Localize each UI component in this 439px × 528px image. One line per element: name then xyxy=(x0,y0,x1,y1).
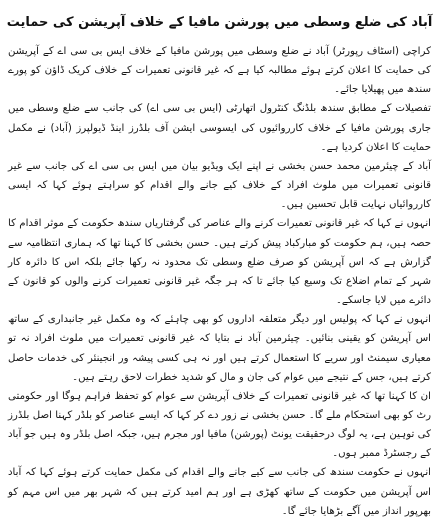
article-paragraph: انہوں نے کہا کہ غیر قانونی تعمیرات کرنے والے عناصر کی گرفتاریاں سندھ حکومت کے موثر اقدام کا حصہ ہیں، ہم حکومت کو مبارکباد پیش کرتے ہیں۔ حسن بخشی کا کہنا تھا کہ ہماری انتظامیہ سے گزارش ہے کہ اس آپریشن کو صرف ضلع وسطی تک محدود نہ رکھا جائے بلکہ اس کا دائرہ کار شہر کے تمام اضلاع تک وسیع کیا جائے تا کہ ہر جگہ غیر قانونی تعمیرات کرنے والوں کو قانون کے دائرے میں لایا جاسکے۔ xyxy=(8,218,431,307)
article-paragraph: ان کا کہنا تھا کہ غیر قانونی تعمیرات کے خلاف آپریشن سے عوام کو تحفظ فراہم ہوگا اور حکومتی رٹ کو بھی استحکام ملے گا۔ حسن بخشی نے زور دے کر کہا کہ ایسے عناصر کو بلڈر کہنا اصل بلڈرز کی توہین ہے، یہ لوگ درحقیقت یونٹ (پورشن) مافیا اور مجرم ہیں، جبکہ اصل بلڈر وہ ہیں جو آباد کے رجسٹرڈ ممبر ہوں۔ xyxy=(8,390,431,460)
article-paragraph: کراچی (اسٹاف رپورٹر) آباد نے ضلع وسطی میں پورشن مافیا کے خلاف ایس بی سی اے کے آپریشن کی حمایت کا اعلان کرتے ہوئے مطالبہ کیا ہے کہ غیر قانونی تعمیرات کے خلاف کریک ڈاؤن کو پورے سندھ میں پھیلایا جائے۔ xyxy=(8,46,431,96)
article-paragraph: تفصیلات کے مطابق سندھ بلڈنگ کنٹرول اتھارٹی (ایس بی سی اے) کی جانب سے ضلع وسطی میں جاری پورشن مافیا کے خلاف کارروائیوں کی ایسوسی ایشن آف بلڈرز اینڈ ڈیولپرز (آباد) نے مکمل حمایت کا اعلان کردیا ہے۔ xyxy=(8,103,431,153)
article-paragraph: آباد کے چیئرمین محمد حسن بخشی نے اپنے ایک ویڈیو بیان میں ایس بی سی اے کی جانب سے غیر قانونی تعمیرات میں ملوث افراد کے خلاف کیے جانے والے اقدام کو سراہتے ہوئے کہا کہ ایسی کارروائیاں نہایت قابل تحسین ہیں۔ xyxy=(8,160,431,211)
article-body xyxy=(6,42,433,521)
headline: آباد کی ضلع وسطی میں پورشن مافیا کے خلاف آپریشن کی حمایت xyxy=(6,15,433,30)
article-paragraph: انہوں نے کہا کہ پولیس اور دیگر متعلقہ اداروں کو بھی چاہئے کہ وہ مکمل غیر جانبداری کے ساتھ اس آپریشن کو یقینی بنائیں۔ چیئرمین آباد نے بتایا کہ غیر قانونی تعمیرات میں ملوث افراد نہ تو معیاری سیمنٹ اور سریے کا استعمال کرتے ہیں اور نہ ہی کسی پیشہ ور انجینئر کی خدمات حاصل کرتے ہیں، جس کے نتیجے میں عوام کی جان و مال کو شدید خطرات لاحق رہتے ہیں۔ xyxy=(8,314,431,383)
article-paragraph: انہوں نے حکومت سندھ کی جانب سے کیے جانے والے اقدام کی مکمل حمایت کرتے ہوئے کہا کہ آباد اس آپریشن میں حکومت کے ساتھ کھڑی ہے اور ہم امید کرتے ہیں کہ شہر بھر میں اس مہم کو بھرپور انداز میں آگے بڑھایا جائے گا۔ xyxy=(8,467,431,517)
